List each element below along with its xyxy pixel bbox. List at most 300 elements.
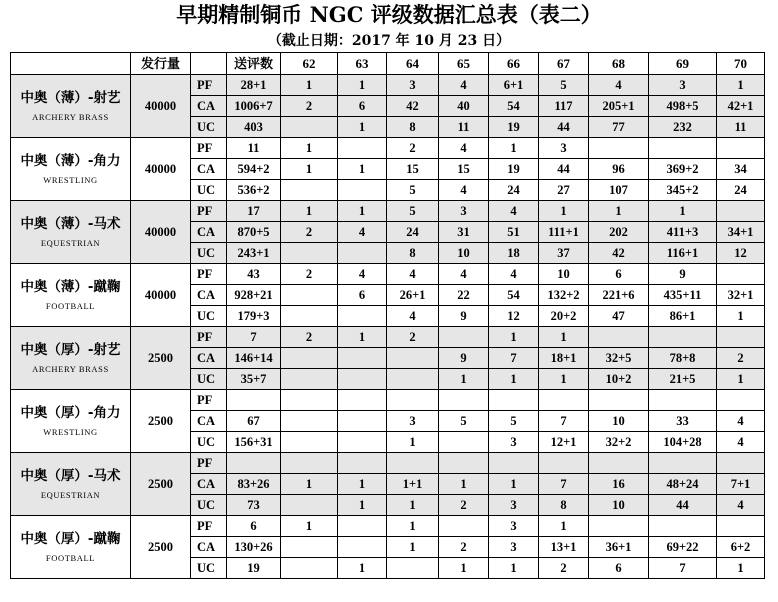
coin-name-cell — [11, 264, 131, 327]
grade-count-64 — [387, 453, 439, 474]
grade-count-63 — [338, 138, 387, 159]
header-label-blank — [191, 53, 227, 75]
grade-count-63: 1 — [338, 327, 387, 348]
grade-count-67: 7 — [539, 411, 589, 432]
grade-count-66: 1 — [489, 369, 539, 390]
grade-count-62: 2 — [281, 327, 338, 348]
grade-count-67: 132+2 — [539, 285, 589, 306]
grade-count-70: 4 — [717, 432, 765, 453]
grade-count-63 — [338, 537, 387, 558]
grade-count-65 — [439, 390, 489, 411]
grade-count-62: 1 — [281, 75, 338, 96]
grade-count-66: 19 — [489, 159, 539, 180]
grade-count-66 — [489, 390, 539, 411]
grade-count-63 — [338, 180, 387, 201]
grade-count-62 — [281, 117, 338, 138]
strike-type-label: CA — [191, 411, 227, 432]
strike-type-label: CA — [191, 285, 227, 306]
grade-count-67: 10 — [539, 264, 589, 285]
grade-count-64 — [387, 390, 439, 411]
grade-count-64: 5 — [387, 180, 439, 201]
grade-count-70: 34+1 — [717, 222, 765, 243]
grade-count-64 — [387, 558, 439, 579]
grade-count-68: 10+2 — [589, 369, 649, 390]
submitted-count: 43 — [227, 264, 281, 285]
grade-count-69: 86+1 — [649, 306, 717, 327]
submitted-count: 536+2 — [227, 180, 281, 201]
submitted-count: 19 — [227, 558, 281, 579]
grade-count-64 — [387, 369, 439, 390]
grade-count-65: 22 — [439, 285, 489, 306]
table-body — [11, 53, 765, 579]
strike-type-label: PF — [191, 516, 227, 537]
coin-name-cell — [11, 201, 131, 264]
strike-type-label: UC — [191, 369, 227, 390]
coin-name: 中奥（厚）-角力 — [20, 405, 121, 421]
grade-count-66: 54 — [489, 285, 539, 306]
grade-count-69: 33 — [649, 411, 717, 432]
grade-count-65: 9 — [439, 306, 489, 327]
grade-count-69: 1 — [649, 201, 717, 222]
grade-count-67: 117 — [539, 96, 589, 117]
grade-count-67: 13+1 — [539, 537, 589, 558]
grade-count-68: 16 — [589, 474, 649, 495]
coin-name: 中奥（薄）-射艺 — [20, 90, 121, 106]
grade-count-62 — [281, 537, 338, 558]
strike-type-label: PF — [191, 75, 227, 96]
grade-count-62 — [281, 306, 338, 327]
submitted-count: 11 — [227, 138, 281, 159]
grade-count-65: 5 — [439, 411, 489, 432]
grade-count-64: 1 — [387, 495, 439, 516]
grade-count-66: 3 — [489, 516, 539, 537]
header-grade-68: 68 — [589, 53, 649, 75]
grade-count-69: 3 — [649, 75, 717, 96]
grade-count-69: 48+24 — [649, 474, 717, 495]
grade-count-64: 15 — [387, 159, 439, 180]
grade-count-63: 4 — [338, 264, 387, 285]
coin-english-name: FOOTBALL — [45, 301, 96, 311]
coin-name: 中奥（薄）-马术 — [20, 216, 121, 232]
grade-count-65: 10 — [439, 243, 489, 264]
submitted-count: 17 — [227, 201, 281, 222]
grade-count-63 — [338, 243, 387, 264]
grade-count-64: 42 — [387, 96, 439, 117]
submitted-count: 7 — [227, 327, 281, 348]
grade-count-65: 4 — [439, 180, 489, 201]
submitted-count — [227, 390, 281, 411]
grade-count-64: 4 — [387, 264, 439, 285]
grade-count-67: 111+1 — [539, 222, 589, 243]
strike-type-label: UC — [191, 558, 227, 579]
grade-count-68: 36+1 — [589, 537, 649, 558]
coin-english-name: ARCHERY BRASS — [32, 112, 109, 122]
grade-count-62 — [281, 243, 338, 264]
grade-count-69: 78+8 — [649, 348, 717, 369]
grade-count-67: 8 — [539, 495, 589, 516]
grade-count-69: 7 — [649, 558, 717, 579]
grade-count-67: 44 — [539, 117, 589, 138]
grade-count-64: 1 — [387, 516, 439, 537]
grade-count-67: 1 — [539, 327, 589, 348]
grade-count-64: 2 — [387, 138, 439, 159]
table-row — [11, 264, 765, 285]
grade-count-64: 1+1 — [387, 474, 439, 495]
grade-count-63: 1 — [338, 75, 387, 96]
grade-count-66: 3 — [489, 432, 539, 453]
grade-count-65: 11 — [439, 117, 489, 138]
mintage-cell: 2500 — [131, 390, 191, 453]
coin-name-cell — [11, 453, 131, 516]
grade-count-65: 4 — [439, 138, 489, 159]
grade-count-68 — [589, 327, 649, 348]
grade-count-62 — [281, 495, 338, 516]
grade-count-65: 3 — [439, 201, 489, 222]
grade-count-66: 54 — [489, 96, 539, 117]
grade-count-68 — [589, 390, 649, 411]
submitted-count: 73 — [227, 495, 281, 516]
grade-count-66: 24 — [489, 180, 539, 201]
table-row — [11, 138, 765, 159]
grade-count-62 — [281, 432, 338, 453]
grade-count-69: 69+22 — [649, 537, 717, 558]
grade-count-64: 3 — [387, 411, 439, 432]
submitted-count: 243+1 — [227, 243, 281, 264]
submitted-count: 870+5 — [227, 222, 281, 243]
grade-count-64: 3 — [387, 75, 439, 96]
grade-count-67: 1 — [539, 516, 589, 537]
grade-count-68: 205+1 — [589, 96, 649, 117]
header-grade-65: 65 — [439, 53, 489, 75]
grade-count-70 — [717, 327, 765, 348]
coin-name-cell — [11, 327, 131, 390]
grade-count-66: 3 — [489, 495, 539, 516]
grade-count-70: 42+1 — [717, 96, 765, 117]
grade-count-70: 1 — [717, 75, 765, 96]
grade-count-68 — [589, 138, 649, 159]
grade-count-62 — [281, 390, 338, 411]
grade-count-63 — [338, 369, 387, 390]
coin-name: 中奥（厚）-射艺 — [20, 342, 121, 358]
coin-name: 中奥（薄）-蹴鞠 — [20, 279, 121, 295]
mintage-cell: 2500 — [131, 516, 191, 579]
grade-count-63 — [338, 390, 387, 411]
grade-count-68: 96 — [589, 159, 649, 180]
grade-count-63: 1 — [338, 474, 387, 495]
grade-count-70: 11 — [717, 117, 765, 138]
strike-type-label: CA — [191, 474, 227, 495]
grade-count-65: 40 — [439, 96, 489, 117]
grade-count-65: 4 — [439, 264, 489, 285]
grade-count-63 — [338, 516, 387, 537]
grade-count-67: 37 — [539, 243, 589, 264]
grade-count-63: 1 — [338, 159, 387, 180]
table-row — [11, 327, 765, 348]
grade-count-63: 6 — [338, 285, 387, 306]
strike-type-label: PF — [191, 264, 227, 285]
coin-name-cell — [11, 390, 131, 453]
grade-count-68: 6 — [589, 264, 649, 285]
grade-count-62 — [281, 180, 338, 201]
coin-name-cell — [11, 138, 131, 201]
grade-count-64: 4 — [387, 306, 439, 327]
grade-count-65: 2 — [439, 537, 489, 558]
mintage-cell: 2500 — [131, 453, 191, 516]
submitted-count: 6 — [227, 516, 281, 537]
grade-count-63: 6 — [338, 96, 387, 117]
grade-count-67: 44 — [539, 159, 589, 180]
grade-count-62 — [281, 285, 338, 306]
mintage-cell: 40000 — [131, 75, 191, 138]
grade-count-68: 6 — [589, 558, 649, 579]
grade-count-65 — [439, 516, 489, 537]
submitted-count: 83+26 — [227, 474, 281, 495]
grade-count-70: 12 — [717, 243, 765, 264]
grade-count-69 — [649, 516, 717, 537]
header-grade-67: 67 — [539, 53, 589, 75]
grade-count-70: 4 — [717, 411, 765, 432]
submitted-count: 35+7 — [227, 369, 281, 390]
submitted-count: 403 — [227, 117, 281, 138]
grade-count-64: 8 — [387, 117, 439, 138]
grade-count-65: 15 — [439, 159, 489, 180]
grade-count-70 — [717, 264, 765, 285]
grade-count-67: 20+2 — [539, 306, 589, 327]
grade-count-70 — [717, 453, 765, 474]
submitted-count: 179+3 — [227, 306, 281, 327]
grade-count-64: 8 — [387, 243, 439, 264]
grade-count-68: 32+5 — [589, 348, 649, 369]
strike-type-label: PF — [191, 327, 227, 348]
grade-count-62 — [281, 369, 338, 390]
submitted-count: 28+1 — [227, 75, 281, 96]
grade-count-68: 47 — [589, 306, 649, 327]
mintage-cell: 40000 — [131, 138, 191, 201]
grade-count-69: 21+5 — [649, 369, 717, 390]
grade-count-69: 345+2 — [649, 180, 717, 201]
coin-name: 中奥（厚）-蹴鞠 — [20, 531, 121, 547]
grade-count-69 — [649, 390, 717, 411]
header-blank-cell — [11, 53, 131, 75]
coin-english-name: WRESTLING — [43, 175, 98, 185]
header-grade-63: 63 — [338, 53, 387, 75]
grade-count-70: 24 — [717, 180, 765, 201]
grade-count-63: 1 — [338, 495, 387, 516]
grade-count-70 — [717, 201, 765, 222]
grade-count-69: 104+28 — [649, 432, 717, 453]
grade-count-65 — [439, 432, 489, 453]
coin-english-name: FOOTBALL — [45, 553, 96, 563]
grade-count-62: 1 — [281, 201, 338, 222]
grade-count-62 — [281, 453, 338, 474]
grade-count-68: 1 — [589, 201, 649, 222]
grade-count-68 — [589, 516, 649, 537]
coin-name-cell — [11, 75, 131, 138]
strike-type-label: PF — [191, 201, 227, 222]
grade-count-63 — [338, 411, 387, 432]
submitted-count: 1006+7 — [227, 96, 281, 117]
grade-count-67: 7 — [539, 474, 589, 495]
grade-count-62: 2 — [281, 96, 338, 117]
grade-count-69: 498+5 — [649, 96, 717, 117]
grade-count-70: 34 — [717, 159, 765, 180]
grade-count-67: 12+1 — [539, 432, 589, 453]
coin-name-cell — [11, 516, 131, 579]
grade-count-67: 2 — [539, 558, 589, 579]
grade-count-62: 1 — [281, 474, 338, 495]
submitted-count: 130+26 — [227, 537, 281, 558]
grade-count-70: 2 — [717, 348, 765, 369]
grade-count-66: 5 — [489, 411, 539, 432]
grade-count-66: 19 — [489, 117, 539, 138]
grade-count-70: 6+2 — [717, 537, 765, 558]
grade-count-66: 51 — [489, 222, 539, 243]
mintage-cell: 2500 — [131, 327, 191, 390]
header-submitted: 送评数 — [227, 53, 281, 75]
mintage-cell: 40000 — [131, 264, 191, 327]
grade-count-62 — [281, 558, 338, 579]
strike-type-label: UC — [191, 180, 227, 201]
grade-count-65: 1 — [439, 369, 489, 390]
submitted-count: 928+21 — [227, 285, 281, 306]
grade-count-62 — [281, 411, 338, 432]
grade-count-65: 4 — [439, 75, 489, 96]
strike-type-label: PF — [191, 453, 227, 474]
header-grade-62: 62 — [281, 53, 338, 75]
coin-english-name: ARCHERY BRASS — [32, 364, 109, 374]
grade-count-69: 369+2 — [649, 159, 717, 180]
header-grade-69: 69 — [649, 53, 717, 75]
grade-count-62: 2 — [281, 222, 338, 243]
grade-count-70: 7+1 — [717, 474, 765, 495]
grade-count-66 — [489, 453, 539, 474]
grade-count-67: 5 — [539, 75, 589, 96]
grade-count-63: 1 — [338, 201, 387, 222]
grade-count-62: 1 — [281, 138, 338, 159]
coin-english-name: EQUESTRIAN — [40, 238, 101, 248]
strike-type-label: UC — [191, 117, 227, 138]
grade-count-65: 1 — [439, 558, 489, 579]
table-row — [11, 453, 765, 474]
grade-count-65: 31 — [439, 222, 489, 243]
page-subtitle: （截止日期：2017 年 10 月 23 日） — [267, 33, 511, 49]
strike-type-label: PF — [191, 138, 227, 159]
submitted-count: 67 — [227, 411, 281, 432]
coin-name: 中奥（厚）-马术 — [20, 468, 121, 484]
grade-count-70: 1 — [717, 369, 765, 390]
grade-count-69: 9 — [649, 264, 717, 285]
grade-count-70: 1 — [717, 558, 765, 579]
grade-count-66: 1 — [489, 474, 539, 495]
coin-english-name: WRESTLING — [43, 427, 98, 437]
strike-type-label: CA — [191, 222, 227, 243]
grade-count-68: 202 — [589, 222, 649, 243]
grade-count-64: 1 — [387, 432, 439, 453]
grade-count-66: 7 — [489, 348, 539, 369]
grade-count-64: 5 — [387, 201, 439, 222]
grade-count-68: 4 — [589, 75, 649, 96]
submitted-count: 146+14 — [227, 348, 281, 369]
strike-type-label: UC — [191, 306, 227, 327]
grade-count-65 — [439, 453, 489, 474]
grade-count-68 — [589, 453, 649, 474]
table-row — [11, 201, 765, 222]
grade-count-66: 4 — [489, 201, 539, 222]
strike-type-label: CA — [191, 348, 227, 369]
submitted-count: 594+2 — [227, 159, 281, 180]
grade-count-68: 10 — [589, 495, 649, 516]
grade-count-66: 1 — [489, 138, 539, 159]
grade-count-68: 10 — [589, 411, 649, 432]
strike-type-label: CA — [191, 537, 227, 558]
grade-count-64 — [387, 348, 439, 369]
grade-count-62 — [281, 348, 338, 369]
grade-count-65: 2 — [439, 495, 489, 516]
grade-count-70 — [717, 516, 765, 537]
grade-count-66: 1 — [489, 327, 539, 348]
grade-count-67: 18+1 — [539, 348, 589, 369]
grade-count-67: 27 — [539, 180, 589, 201]
grade-count-63: 1 — [338, 558, 387, 579]
grade-count-68: 107 — [589, 180, 649, 201]
grade-count-69 — [649, 453, 717, 474]
table-row — [11, 516, 765, 537]
table-row — [11, 75, 765, 96]
page-title: 早期精制铜币 NGC 评级数据汇总表（表二） — [176, 2, 602, 27]
grade-count-65 — [439, 327, 489, 348]
submitted-count — [227, 453, 281, 474]
grade-count-70: 4 — [717, 495, 765, 516]
grade-count-68: 32+2 — [589, 432, 649, 453]
strike-type-label: CA — [191, 159, 227, 180]
grade-count-67: 1 — [539, 201, 589, 222]
grade-count-69: 44 — [649, 495, 717, 516]
grade-count-70 — [717, 390, 765, 411]
grading-data-table — [10, 52, 765, 579]
grade-count-68: 221+6 — [589, 285, 649, 306]
table-row — [11, 390, 765, 411]
coin-name: 中奥（薄）-角力 — [20, 153, 121, 169]
header-grade-66: 66 — [489, 53, 539, 75]
grade-count-67: 1 — [539, 369, 589, 390]
strike-type-label: UC — [191, 243, 227, 264]
grade-count-66: 4 — [489, 264, 539, 285]
grade-count-67 — [539, 390, 589, 411]
header-mintage: 发行量 — [131, 53, 191, 75]
coin-english-name: EQUESTRIAN — [40, 490, 101, 500]
header-grade-70: 70 — [717, 53, 765, 75]
header-row — [11, 53, 765, 75]
grade-count-69: 411+3 — [649, 222, 717, 243]
grade-count-66: 18 — [489, 243, 539, 264]
grade-count-63 — [338, 306, 387, 327]
header-grade-64: 64 — [387, 53, 439, 75]
grade-count-62: 1 — [281, 159, 338, 180]
grade-count-67 — [539, 453, 589, 474]
grade-count-69: 116+1 — [649, 243, 717, 264]
grade-count-69 — [649, 327, 717, 348]
grade-count-64: 2 — [387, 327, 439, 348]
grade-count-69: 232 — [649, 117, 717, 138]
grade-count-62: 1 — [281, 516, 338, 537]
strike-type-label: CA — [191, 96, 227, 117]
grade-count-66: 12 — [489, 306, 539, 327]
grade-count-63 — [338, 453, 387, 474]
grade-count-66: 1 — [489, 558, 539, 579]
grade-count-64: 24 — [387, 222, 439, 243]
grade-count-63 — [338, 432, 387, 453]
mintage-cell: 40000 — [131, 201, 191, 264]
